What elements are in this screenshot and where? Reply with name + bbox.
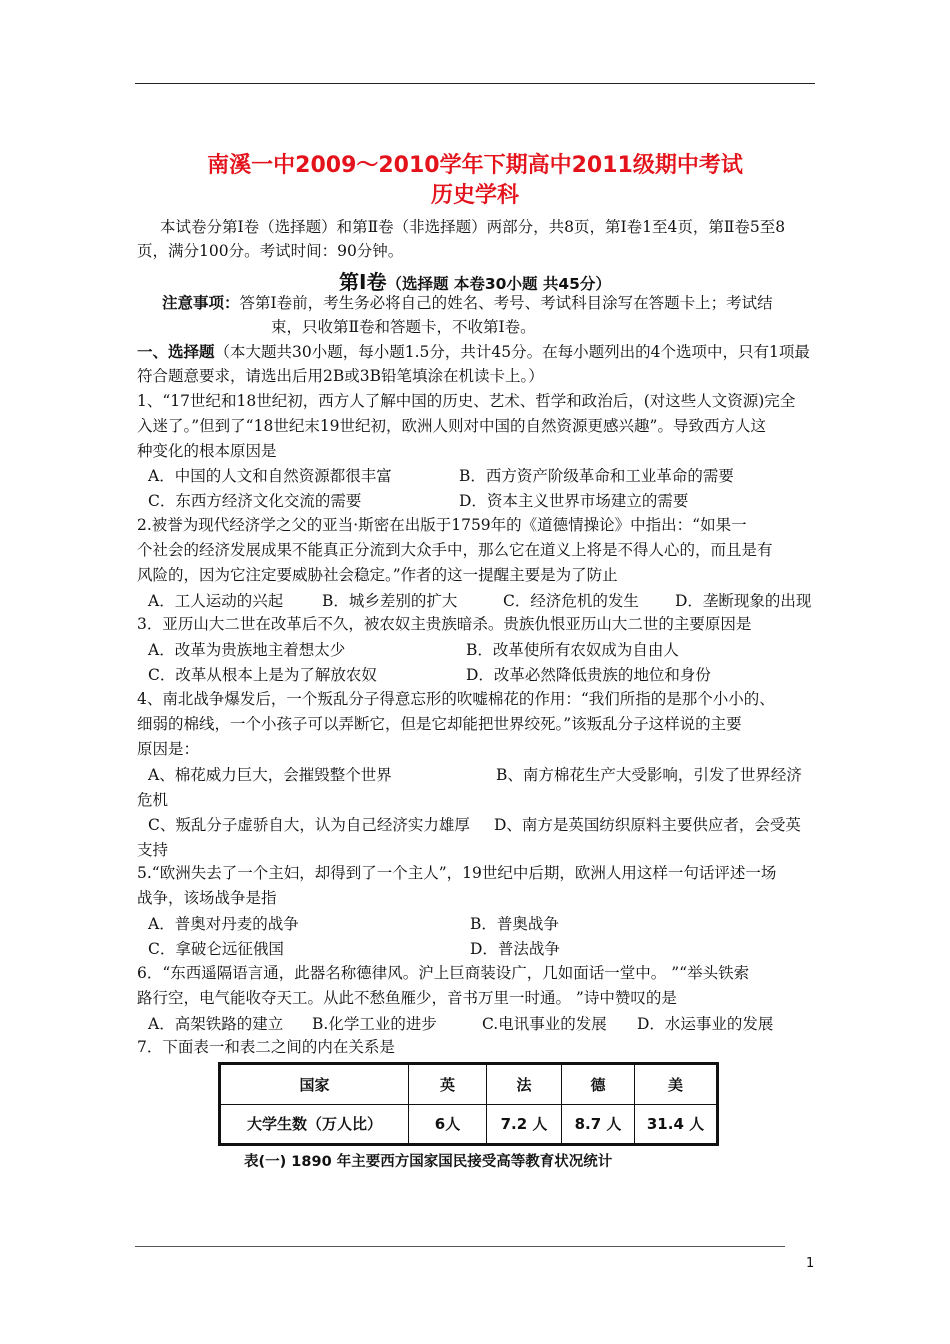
table-header-cell: 德 [562, 1065, 635, 1105]
q3-option-b: B．改革使所有农奴成为自由人 [466, 641, 679, 659]
section-subtitle: （选择题 本卷30小题 共45分） [386, 275, 611, 293]
table-cell: 8.7 人 [562, 1104, 635, 1144]
q6-option-b: B.化学工业的进步 [312, 1015, 437, 1033]
top-rule [135, 83, 815, 84]
q4-stem-3: 原因是： [137, 740, 200, 758]
intro-line-1: 本试卷分第Ⅰ卷（选择题）和第Ⅱ卷（非选择题）两部分，共8页，第Ⅰ卷1至4页，第Ⅱ卷5至8 [160, 218, 786, 236]
q5-stem-1: 5.“欧洲失去了一个主妇，却得到了一个主人”，19世纪中后期，欧洲人用这样一句话评述一场 [137, 864, 777, 882]
notice-line-2: 束，只收第Ⅱ卷和答题卡，不收第Ⅰ卷。 [271, 318, 536, 336]
exam-subject: 历史学科 [430, 183, 519, 208]
q4-stem-1: 4、南北战争爆发后，一个叛乱分子得意忘形的吹嘘棉花的作用：“我们所指的是那个小小的、 [137, 690, 775, 708]
q3-stem-1: 3．亚历山大二世在改革后不久，被农奴主贵族暗杀。贵族仇恨亚历山大二世的主要原因是 [137, 615, 752, 633]
q4-option-b: B、南方棉花生产大受影响，引发了世界经济 [496, 766, 802, 784]
q2-option-c: C．经济危机的发生 [503, 592, 639, 610]
notice-text-1: 答第Ⅰ卷前，考生务必将自己的姓名、考号、考试科目涂写在答题卡上；考试结 [239, 294, 773, 312]
q3-option-d: D．改革必然降低贵族的地位和身份 [466, 666, 711, 684]
q4-option-b-cont: 危机 [137, 791, 169, 809]
table-header-cell: 国家 [221, 1065, 409, 1105]
q5-option-d: D．普法战争 [470, 940, 560, 958]
q4-option-a: A、棉花威力巨大，会摧毁整个世界 [148, 766, 392, 784]
table-header-cell: 法 [487, 1065, 562, 1105]
q4-option-d: D、南方是英国纺织原料主要供应者，会受英 [494, 816, 801, 834]
q1-option-c: C．东西方经济文化交流的需要 [148, 492, 362, 510]
part-line-2: 符合题意要求，请选出后用2B或3B铅笔填涂在机读卡上。） [137, 367, 544, 385]
part-label: 一、选择题 [137, 343, 215, 361]
q1-stem-1: 1、“17世纪和18世纪初，西方人了解中国的历史、艺术、哲学和政治后，(对这些人文资源)完全 [137, 392, 796, 410]
q2-option-a: A．工人运动的兴起 [148, 592, 284, 610]
q1-option-a: A．中国的人文和自然资源都很丰富 [148, 467, 392, 485]
q6-stem-2: 路行空，电气能收夺天工。从此不愁鱼雁少，音书万里一时通。 ”诗中赞叹的是 [137, 989, 677, 1007]
table-header-row [221, 1065, 717, 1105]
q2-stem-3: 风险的，因为它注定要威胁社会稳定。”作者的这一提醒主要是为了防止 [137, 566, 618, 584]
notice-line-1 [162, 292, 773, 314]
part-line-1 [137, 341, 810, 363]
q3-option-c: C．改革从根本上是为了解放农奴 [148, 666, 377, 684]
page-number: 1 [806, 1256, 815, 1271]
table-cell: 31.4 人 [635, 1104, 717, 1144]
section-heading [0, 266, 950, 295]
intro-line-2: 页，满分100分。考试时间：90分钟。 [137, 242, 404, 260]
table-cell: 6人 [409, 1104, 487, 1144]
stats-table [218, 1062, 719, 1146]
q6-option-a: A．高架铁路的建立 [148, 1015, 284, 1033]
q1-option-b: B．西方资产阶级革命和工业革命的需要 [459, 467, 734, 485]
q1-stem-3: 种变化的根本原因是 [137, 442, 277, 460]
notice-label: 注意事项： [162, 294, 240, 312]
q5-stem-2: 战争，该场战争是指 [137, 889, 277, 907]
q4-option-d-cont: 支持 [137, 841, 169, 859]
footer-rule [135, 1246, 785, 1247]
q2-option-b: B．城乡差别的扩大 [322, 592, 458, 610]
q1-stem-2: 入迷了。”但到了“18世纪末19世纪初，欧洲人则对中国的自然资源更感兴趣”。导致西方人这 [137, 417, 766, 435]
table-cell: 大学生数（万人比） [221, 1104, 409, 1144]
q4-stem-2: 细弱的棉线，一个小孩子可以弄断它，但是它却能把世界绞死。”该叛乱分子这样说的主要 [137, 715, 742, 733]
q5-option-b: B．普奥战争 [470, 915, 559, 933]
q5-option-c: C．拿破仑远征俄国 [148, 940, 284, 958]
section-title: 第Ⅰ卷 [339, 270, 387, 294]
q6-option-d: D．水运事业的发展 [637, 1015, 774, 1033]
q2-option-d: D．垄断现象的出现 [675, 592, 812, 610]
table-caption: 表(一) 1890 年主要西方国家国民接受高等教育状况统计 [244, 1154, 613, 1170]
q5-option-a: A．普奥对丹麦的战争 [148, 915, 299, 933]
q6-stem-1: 6．“东西遥隔语言通，此器名称德律风。沪上巨商装设广，几如面话一堂中。 ”“举头铁索 [137, 964, 750, 982]
q2-stem-1: 2.被誉为现代经济学之父的亚当·斯密在出版于1759年的《道德情操论》中指出：“如果一 [137, 516, 747, 534]
q1-option-d: D．资本主义世界市场建立的需要 [459, 492, 689, 510]
table-row [221, 1104, 717, 1144]
part-text-1: （本大题共30小题，每小题1.5分，共计45分。在每小题列出的4个选项中，只有1项最 [214, 343, 810, 361]
table-cell: 7.2 人 [487, 1104, 562, 1144]
q3-option-a: A．改革为贵族地主着想太少 [148, 641, 346, 659]
table-header-cell: 美 [635, 1065, 717, 1105]
q2-stem-2: 个社会的经济发展成果不能真正分流到大众手中，那么它在道义上将是不得人心的，而且是有 [137, 541, 773, 559]
q4-option-c: C、叛乱分子虚骄自大，认为自己经济实力雄厚 [148, 816, 470, 834]
table-header-cell: 英 [409, 1065, 487, 1105]
q6-option-c: C.电讯事业的发展 [482, 1015, 607, 1033]
q7-stem-1: 7．下面表一和表二之间的内在关系是 [137, 1038, 395, 1056]
exam-title: 南溪一中2009～2010学年下期高中2011级期中考试 [207, 153, 743, 178]
